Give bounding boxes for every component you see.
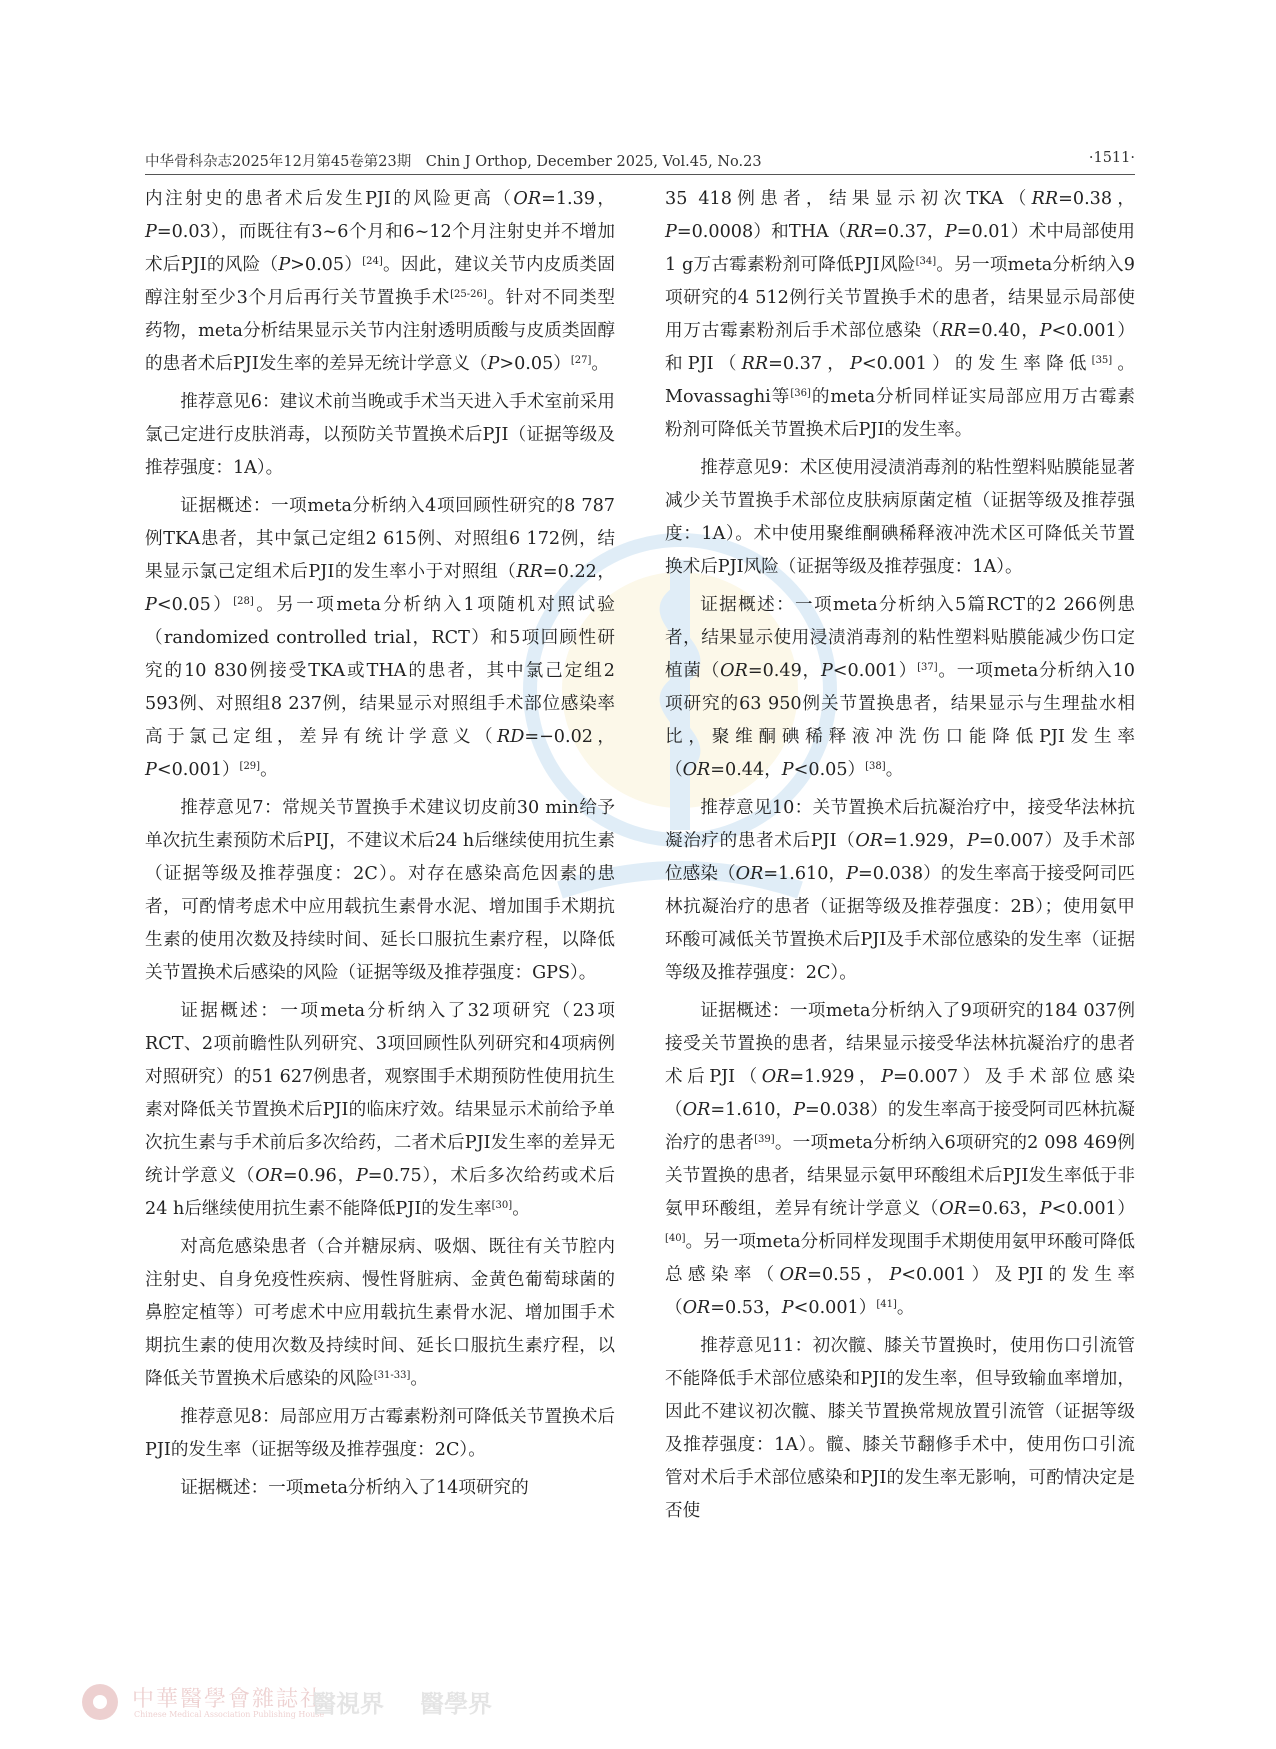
text-run: 。另一项meta分析纳入1项随机对照试验（randomized controlled trial，RCT）和5项回顾性研究的10 830例接受TKA或THA的患者，其中氯己定组2 593例、对照组8 237例，结果显示对照组手术部位感染率高于氯己定组，差异有统计学意义（ xyxy=(145,595,615,747)
text-run: =1.39， xyxy=(541,189,616,209)
text-run: <0.001） xyxy=(832,661,918,681)
citation-ref: [25-26] xyxy=(450,289,487,300)
citation-ref: [36] xyxy=(790,388,811,399)
stat-symbol: OR xyxy=(779,1265,808,1285)
stat-symbol: RR xyxy=(516,562,543,582)
text-run: 对高危感染患者（合并糖尿病、吸烟、既往有关节腔内注射史、自身免疫性疾病、慢性肾脏病、金黄色葡萄球菌的鼻腔定植等）可考虑术中应用载抗生素骨水泥、增加围手术期抗生素的使用次数及持续时间、延长口服抗生素疗程，以降低关节置换术后感染的风险 xyxy=(145,1237,615,1389)
right-column xyxy=(665,183,1135,1533)
citation-ref: [29] xyxy=(239,761,261,772)
text-run: >0.05） xyxy=(499,354,571,374)
paragraph xyxy=(145,183,615,381)
stat-symbol: RR xyxy=(846,222,874,242)
text-run: =0.01）术中局部使用1 g万古霉素粉剂可降低PJI风险 xyxy=(665,222,1136,275)
text-run: =0.44， xyxy=(710,760,782,780)
stat-symbol: RD xyxy=(496,727,525,747)
page-number: ·1511· xyxy=(1088,150,1135,166)
recommendation-paragraph xyxy=(665,792,1135,990)
text-run: 。一项meta分析纳入10项研究的63 950例关节置换患者，结果显示与生理盐水相比，聚维酮碘稀释液冲洗伤口能降低PJI发生率（ xyxy=(665,661,1135,780)
citation-ref: [30] xyxy=(491,1200,513,1211)
text-run: <0.001） xyxy=(793,1298,877,1318)
stat-symbol: P xyxy=(781,1298,794,1318)
text-run: <0.05） xyxy=(156,595,234,615)
recommendation-paragraph xyxy=(145,1401,615,1467)
text-run: =0.007）及手术部位感染（ xyxy=(665,1067,1135,1120)
recommendation-paragraph xyxy=(145,792,615,990)
text-run: =0.53， xyxy=(710,1298,782,1318)
text-run: =0.03），而既往有3~6个月和6~12个月注射史并不增加术后PJI的风险（ xyxy=(145,222,615,275)
text-run: =0.40， xyxy=(966,321,1040,341)
stat-symbol: P xyxy=(487,354,500,374)
text-run: =1.610， xyxy=(763,864,847,884)
header-rule xyxy=(145,174,1135,175)
text-run: =1.610， xyxy=(710,1100,794,1120)
text-run: 。 xyxy=(896,1298,915,1318)
stat-symbol: RR xyxy=(940,321,967,341)
recommendation-paragraph xyxy=(145,386,615,485)
text-run: 内注射史的患者术后发生PJI的风险更高（ xyxy=(145,189,514,209)
left-column xyxy=(145,183,615,1510)
stat-symbol: RR xyxy=(1031,189,1059,209)
text-run: 证据概述：一项meta分析纳入了32项研究（23项RCT、2项前瞻性队列研究、3项回顾性队列研究和4项病例对照研究）的51 627例患者，观察围手术期预防性使用抗生素对降低关节置换术后PJI的临床疗效。结果显示术前给予单次抗生素与手术前后多次给药，二者术后PJI发生率的差异无统计学意义（ xyxy=(145,1001,615,1186)
publisher-logo xyxy=(80,1678,600,1728)
stat-symbol: P xyxy=(781,760,794,780)
text-run: 。针对不同类型药物，meta分析结果显示关节内注射透明质酸与皮质类固醇的患者术后PJI发生率的差异无统计学意义（ xyxy=(145,288,615,374)
text-run: >0.05） xyxy=(290,255,363,275)
stat-symbol: P xyxy=(944,222,957,242)
text-run: <0.001）和PJI（ xyxy=(665,321,1135,374)
text-run: =−0.02， xyxy=(524,727,615,747)
text-run: 推荐意见8：局部应用万古霉素粉剂可降低关节置换术后PJI的发生率（证据等级及推荐强度：2C）。 xyxy=(145,1407,615,1460)
recommendation-paragraph xyxy=(665,452,1135,584)
stat-symbol: P xyxy=(145,760,157,780)
stat-symbol: OR xyxy=(513,189,542,209)
text-run: 。 xyxy=(885,760,904,780)
citation-ref: [34] xyxy=(915,256,937,267)
citation-ref: [40] xyxy=(665,1233,686,1244)
text-run: =0.63， xyxy=(966,1199,1040,1219)
stat-symbol: OR xyxy=(682,760,711,780)
text-run: =0.007）及手术部位感染（ xyxy=(665,831,1136,884)
stat-symbol: RR xyxy=(741,354,769,374)
citation-ref: [37] xyxy=(917,662,938,673)
paragraph xyxy=(145,1231,615,1396)
text-run: =0.37， xyxy=(768,354,851,374)
evidence-paragraph xyxy=(145,490,615,787)
stat-symbol: P xyxy=(278,255,291,275)
stat-symbol: P xyxy=(145,222,157,242)
citation-ref: [35] xyxy=(1091,355,1113,366)
publisher-name-cn: 中華醫學會雜誌社 xyxy=(132,1687,325,1712)
text-run: <0.05） xyxy=(793,760,866,780)
text-run: =0.0008）和THA（ xyxy=(676,222,847,242)
text-run: 推荐意见11：初次髋、膝关节置换时，使用伤口引流管不能降低手术部位感染和PJI的发生率，但导致输血率增加，因此不建议初次髋、膝关节置换常规放置引流管（证据等级及推荐强度：1A）。髋、膝关节翻修手术中，使用伤口引流管对术后手术部位感染和PJI的发生率无影响，可酌情决定是否使 xyxy=(665,1336,1135,1521)
evidence-paragraph xyxy=(145,1472,615,1505)
stat-symbol: OR xyxy=(255,1166,283,1186)
stat-symbol: OR xyxy=(761,1067,790,1087)
running-header xyxy=(145,150,1135,174)
recommendation-paragraph xyxy=(665,1330,1135,1528)
stat-symbol: P xyxy=(1039,321,1052,341)
text-run: =0.038）的发生率高于接受阿司匹林抗凝治疗的患者 xyxy=(665,1100,1135,1153)
citation-ref: [39] xyxy=(754,1134,775,1145)
text-run: 推荐意见7：常规关节置换手术建议切皮前30 min给予单次抗生素预防术后PIJ，不建议术后24 h后继续使用抗生素（证据等级及推荐强度：2C）。对存在感染高危因素的患者，可酌情考虑术中应用载抗生素骨水泥、增加围手术期抗生素的使用次数及持续时间、延长口服抗生素疗程，以降低关节置换术后感染的风险（证据等级及推荐强度：GPS）。 xyxy=(145,798,615,983)
text-run: =0.49， xyxy=(747,661,821,681)
text-run: 证据概述：一项meta分析纳入了14项研究的 xyxy=(180,1478,529,1498)
text-run: <0.001） xyxy=(1051,1199,1135,1219)
text-run: 证据概述：一项meta分析纳入5篇RCT的2 266例患者，结果显示使用浸渍消毒剂的粘性塑料贴膜能减少伤口定植菌（ xyxy=(665,595,1135,681)
citation-ref: [38] xyxy=(865,761,886,772)
stat-symbol: P xyxy=(967,831,979,851)
brand-mark-2: 醫學界 xyxy=(420,1689,492,1718)
journal-citation: 中华骨科杂志2025年12月第45卷第23期 Chin J Orthop, December 2025, Vol.45, No.23 xyxy=(145,154,762,170)
citation-ref: [28] xyxy=(233,596,254,607)
stat-symbol: P xyxy=(881,1067,893,1087)
text-run: 推荐意见6：建议术前当晚或手术当天进入手术室前采用氯己定进行皮肤消毒，以预防关节置换术后PJI（证据等级及推荐强度：1A）。 xyxy=(145,392,615,478)
citation-ref: [27] xyxy=(570,355,592,366)
text-run: 。Movassaghi等 xyxy=(665,354,1135,407)
brand-mark-1: 醫視界 xyxy=(312,1689,384,1718)
text-run: <0.001） xyxy=(156,760,240,780)
text-run: 。 xyxy=(260,760,278,780)
text-run: 的meta分析同样证实局部应用万古霉素粉剂可降低关节置换术后PJI的发生率。 xyxy=(665,387,1135,440)
publisher-name-en: Chinese Medical Association Publishing House xyxy=(134,1710,325,1719)
stat-symbol: P xyxy=(846,864,858,884)
paragraph xyxy=(665,183,1135,447)
stat-symbol: P xyxy=(889,1265,902,1285)
text-run: =0.37， xyxy=(873,222,945,242)
evidence-paragraph xyxy=(665,995,1135,1325)
text-run: 。 xyxy=(512,1199,530,1219)
text-run: =1.929， xyxy=(883,831,967,851)
citation-ref: [24] xyxy=(362,256,383,267)
flower-seal-icon xyxy=(80,1682,120,1722)
evidence-paragraph xyxy=(665,589,1135,787)
citation-ref: [41] xyxy=(876,1299,897,1310)
text-run: 35 418例患者，结果显示初次TKA（ xyxy=(665,189,1032,209)
stat-symbol: OR xyxy=(735,864,764,884)
stat-symbol: P xyxy=(1039,1199,1052,1219)
text-run: =0.75），术后多次给药或术后24 h后继续使用抗生素不能降低PJI的发生率 xyxy=(145,1166,615,1219)
text-run: 推荐意见10：关节置换术后抗凝治疗中，接受华法林抗凝治疗的患者术后PJI（ xyxy=(665,798,1135,851)
text-run: <0.001）及PJI的发生率（ xyxy=(665,1265,1135,1318)
text-run: =0.038）的发生率高于接受阿司匹林抗凝治疗的患者（证据等级及推荐强度：2B）；使用氨甲环酸可减低关节置换术后PJI及手术部位感染的发生率（证据等级及推荐强度：2C）。 xyxy=(665,864,1135,983)
text-run: 。 xyxy=(591,354,610,374)
text-run: 。另一项meta分析纳入9项研究的4 512例行关节置换手术的患者，结果显示局部使用万古霉素粉剂后手术部位感染（ xyxy=(665,255,1135,341)
stat-symbol: OR xyxy=(939,1199,967,1219)
stat-symbol: P xyxy=(355,1166,368,1186)
text-run: <0.001）的发生率降低 xyxy=(861,354,1092,374)
text-run: 。因此，建议关节内皮质类固醇注射至少3个月后再行关节置换手术 xyxy=(145,255,615,308)
text-run: =0.55， xyxy=(807,1265,890,1285)
stat-symbol: OR xyxy=(682,1298,711,1318)
stat-symbol: P xyxy=(665,222,677,242)
text-run: 推荐意见9：术区使用浸渍消毒剂的粘性塑料贴膜能显著减少关节置换手术部位皮肤病原菌定植（证据等级及推荐强度：1A）。术中使用聚维酮碘稀释液冲洗术区可降低关节置换术后PJI风险（证据等级及推荐强度：1A）。 xyxy=(665,458,1135,577)
stat-symbol: OR xyxy=(682,1100,711,1120)
text-run: =1.929， xyxy=(789,1067,882,1087)
text-run: =0.38， xyxy=(1058,189,1135,209)
stat-symbol: OR xyxy=(720,661,748,681)
text-run: =0.96， xyxy=(282,1166,356,1186)
stat-symbol: P xyxy=(145,595,157,615)
stat-symbol: P xyxy=(850,354,862,374)
text-run: 证据概述：一项meta分析纳入了9项研究的184 037例接受关节置换的患者，结果显示接受华法林抗凝治疗的患者术后PJI（ xyxy=(665,1001,1135,1087)
text-run: 。另一项meta分析同样发现围手术期使用氨甲环酸可降低总感染率（ xyxy=(665,1232,1135,1285)
text-run: =0.22， xyxy=(542,562,615,582)
evidence-paragraph xyxy=(145,995,615,1226)
text-run: 。 xyxy=(410,1369,428,1389)
stat-symbol: P xyxy=(820,661,833,681)
stat-symbol: OR xyxy=(855,831,884,851)
stat-symbol: P xyxy=(793,1100,806,1120)
text-run: 。一项meta分析纳入6项研究的2 098 469例关节置换的患者，结果显示氨甲环酸组术后PJI发生率低于非氨甲环酸组，差异有统计学意义（ xyxy=(665,1133,1135,1219)
text-run: 证据概述：一项meta分析纳入4项回顾性研究的8 787例TKA患者，其中氯己定组2 615例、对照组6 172例，结果显示氯己定组术后PJI的发生率小于对照组（ xyxy=(145,496,615,582)
citation-ref: [31-33] xyxy=(373,1370,411,1381)
